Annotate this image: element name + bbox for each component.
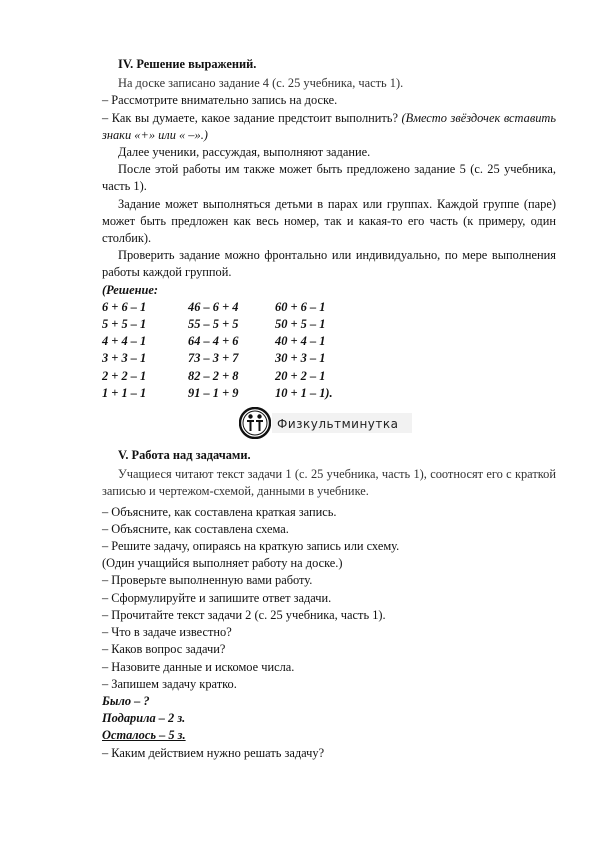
- instruction-line: – Что в задаче известно?: [102, 625, 232, 640]
- expression-row: [102, 316, 556, 333]
- paragraph: Учащиеся читают текст задачи 1 (с. 25 учебника, часть 1), соотносят его с краткой записью и чертежом-схемой, данными в учебнике.: [102, 467, 556, 499]
- expression: 60 + 6 – 1: [275, 299, 326, 314]
- instruction-line: – Запишем задачу кратко.: [102, 676, 237, 691]
- expression: 10 + 1 – 1).: [275, 385, 333, 400]
- instruction-line: – Объясните, как составлена схема.: [102, 521, 289, 536]
- section-4-title: IV. Решение выражений.: [118, 57, 257, 71]
- expression-row: [102, 385, 556, 402]
- expression: 20 + 2 – 1: [275, 368, 326, 383]
- short-record-line: Было – ?: [102, 693, 150, 708]
- instruction-line: – Сформулируйте и запишите ответ задачи.: [102, 590, 332, 605]
- expression: 46 – 6 + 4: [188, 299, 239, 314]
- paragraph: Задание может выполняться детьми в парах или группах. Каждой группе (паре) может быть предложен как весь номер, так и какая-то его часть (к примеру, один столбик).: [102, 196, 556, 246]
- expression: 64 – 4 + 6: [188, 334, 239, 349]
- expression: 55 – 5 + 5: [188, 317, 239, 332]
- expression-row: [102, 368, 556, 385]
- short-record-line: Осталось – 5 з.: [102, 728, 186, 743]
- expression: 5 + 5 – 1: [102, 317, 147, 332]
- question-text: – Как вы думаете, какое задание предстоит выполнить?: [102, 110, 402, 125]
- paragraph: [102, 110, 556, 144]
- two-people-icon: [239, 407, 271, 439]
- expression: 6 + 6 – 1: [102, 299, 147, 314]
- solution-label: (Решение:: [102, 282, 158, 297]
- expression: 3 + 3 – 1: [102, 351, 147, 366]
- expression-row: [102, 350, 556, 367]
- paragraph: Далее ученики, рассуждая, выполняют задание.: [118, 145, 371, 160]
- instruction-line: – Решите задачу, опираясь на краткую запись или схему.: [102, 539, 400, 554]
- instruction-line: (Один учащийся выполняет работу на доске.): [102, 556, 343, 571]
- paragraph: После этой работы им также может быть предложено задание 5 (с. 25 учебника, часть 1).: [102, 162, 556, 194]
- exercise-break-label: Физкультминутка: [277, 417, 399, 432]
- instruction-line: – Проверьте выполненную вами работу.: [102, 573, 313, 588]
- expression: 50 + 5 – 1: [275, 317, 326, 332]
- expression-row: [102, 333, 556, 350]
- paragraph: Проверить задание можно фронтально или индивидуально, по мере выполнения работы каждой группой.: [102, 248, 556, 280]
- short-record-line: Подарила – 2 з.: [102, 711, 186, 726]
- paragraph: – Рассмотрите внимательно запись на доске.: [102, 93, 338, 108]
- instruction-line: – Каков вопрос задачи?: [102, 642, 226, 657]
- paragraph: На доске записано задание 4 (с. 25 учебника, часть 1).: [118, 76, 404, 91]
- document-page: [102, 56, 556, 762]
- instruction-line: – Объясните, как составлена краткая запись.: [102, 504, 337, 519]
- expression: 73 – 3 + 7: [188, 351, 239, 366]
- hint-text: (Вместо звёздочек вставить знаки «+» или « –».): [102, 110, 556, 142]
- solution-block: [102, 282, 556, 402]
- expression: 4 + 4 – 1: [102, 334, 147, 349]
- expression: 40 + 4 – 1: [275, 334, 326, 349]
- expression: 30 + 3 – 1: [275, 351, 326, 366]
- expression: 91 – 1 + 9: [188, 385, 239, 400]
- section-5-title: V. Работа над задачами.: [118, 448, 251, 463]
- expression: 1 + 1 – 1: [102, 385, 147, 400]
- expression-row: [102, 299, 556, 316]
- instruction-line: – Прочитайте текст задачи 2 (с. 25 учебника, часть 1).: [102, 607, 386, 622]
- exercise-break-banner: [102, 405, 556, 443]
- instruction-line: – Каким действием нужно решать задачу?: [102, 745, 325, 760]
- expression: 82 – 2 + 8: [188, 368, 239, 383]
- instruction-line: – Назовите данные и искомое числа.: [102, 659, 295, 674]
- expression: 2 + 2 – 1: [102, 368, 147, 383]
